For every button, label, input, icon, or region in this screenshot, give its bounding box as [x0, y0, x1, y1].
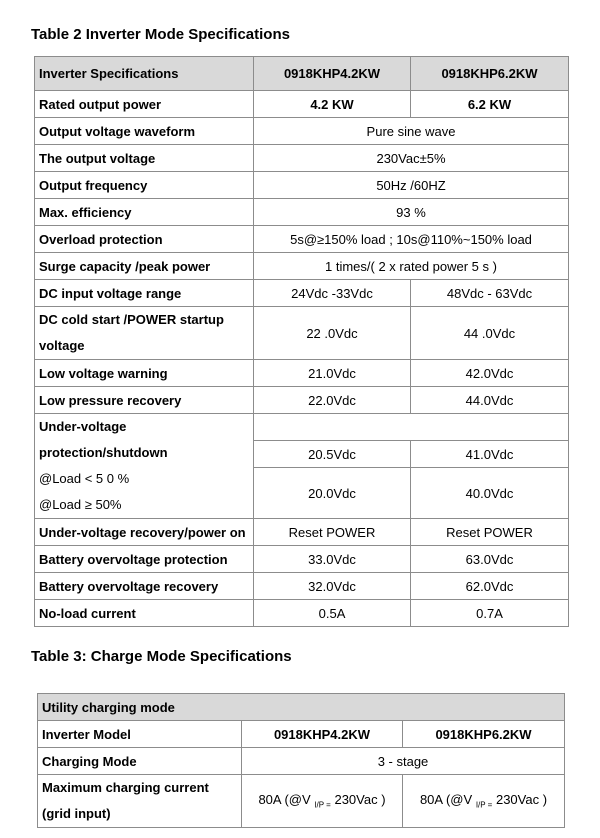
- row-label-line: @Load < 5 0 %: [39, 471, 130, 486]
- cell-value: 5s@≥150% load ; 10s@110%~150% load: [254, 226, 569, 253]
- table-header-row: [35, 57, 569, 91]
- table-row: [35, 414, 569, 441]
- table-row: [35, 253, 569, 280]
- table-row: [35, 145, 569, 172]
- table-row: [35, 91, 569, 118]
- row-label-line: (grid input): [42, 806, 111, 821]
- cell-value: Reset POWER: [411, 519, 569, 546]
- cell-value: 44.0Vdc: [411, 387, 569, 414]
- row-label: [35, 307, 254, 360]
- value-text: 80A (@V: [419, 792, 473, 808]
- value-text: 230Vac ): [334, 792, 386, 808]
- subscript-text: I/P =: [314, 800, 331, 810]
- row-label: Rated output power: [35, 91, 254, 118]
- cell-value: Reset POWER: [254, 519, 411, 546]
- row-label: Overload protection: [35, 226, 254, 253]
- row-label: [35, 414, 254, 519]
- cell-value: 63.0Vdc: [411, 546, 569, 573]
- cell-value: Pure sine wave: [254, 118, 569, 145]
- row-label: [38, 775, 242, 828]
- cell-value: 22 .0Vdc: [254, 307, 411, 360]
- row-label: No-load current: [35, 600, 254, 627]
- table-row: [35, 199, 569, 226]
- cell-value: 0.7A: [411, 600, 569, 627]
- cell-value: 93 %: [254, 199, 569, 226]
- header-model-6-2: 0918KHP6.2KW: [411, 57, 569, 91]
- table-row: [35, 573, 569, 600]
- cell-value: 44 .0Vdc: [411, 307, 569, 360]
- cell-value: 42.0Vdc: [411, 360, 569, 387]
- table-row: [38, 775, 565, 828]
- charge-mode-table: [37, 693, 565, 828]
- table-row: [35, 307, 569, 360]
- table-row: [35, 360, 569, 387]
- cell-value: 50Hz /60HZ: [254, 172, 569, 199]
- table-row: [35, 546, 569, 573]
- row-label: Max. efficiency: [35, 199, 254, 226]
- table-row: [35, 280, 569, 307]
- row-label-line: @Load ≥ 50%: [39, 497, 122, 512]
- row-label: Low pressure recovery: [35, 387, 254, 414]
- row-label: Battery overvoltage recovery: [35, 573, 254, 600]
- row-label-line: Under-voltage: [39, 419, 127, 434]
- row-label-line: Maximum charging current: [42, 780, 209, 795]
- row-label: Output frequency: [35, 172, 254, 199]
- cell-value: 24Vdc -33Vdc: [254, 280, 411, 307]
- cell-value: 1 times/( 2 x rated power 5 s ): [254, 253, 569, 280]
- row-label: Low voltage warning: [35, 360, 254, 387]
- row-label-line: protection/shutdown: [39, 445, 168, 460]
- cell-value: 0918KHP6.2KW: [403, 721, 565, 748]
- row-label-line: voltage: [39, 338, 85, 353]
- table-row: [35, 118, 569, 145]
- table-row: [35, 519, 569, 546]
- cell-value: 230Vac±5%: [254, 145, 569, 172]
- cell-value: 21.0Vdc: [254, 360, 411, 387]
- cell-value: 20.0Vdc: [254, 468, 411, 519]
- table-row: [35, 600, 569, 627]
- row-label-line: DC cold start /POWER startup: [39, 312, 224, 327]
- row-label: Output voltage waveform: [35, 118, 254, 145]
- row-label: Battery overvoltage protection: [35, 546, 254, 573]
- table-row: [35, 172, 569, 199]
- cell-value: 62.0Vdc: [411, 573, 569, 600]
- value-text: 80A (@V: [258, 792, 311, 808]
- value-text: 230Vac ): [495, 792, 548, 808]
- cell-value: 4.2 KW: [254, 91, 411, 118]
- cell-value: [242, 775, 403, 828]
- cell-value: 3 - stage: [242, 748, 565, 775]
- table3-title: Table 3: Charge Mode Specifications: [31, 648, 292, 665]
- subscript-text: I/P =: [475, 800, 493, 810]
- table-row: [35, 387, 569, 414]
- cell-value: 6.2 KW: [411, 91, 569, 118]
- cell-value: 32.0Vdc: [254, 573, 411, 600]
- cell-value: 40.0Vdc: [411, 468, 569, 519]
- table2-title: Table 2 Inverter Mode Specifications: [31, 26, 290, 43]
- empty-cell: [254, 414, 569, 441]
- cell-value: 20.5Vdc: [254, 441, 411, 468]
- row-label: DC input voltage range: [35, 280, 254, 307]
- inverter-mode-table: [34, 56, 569, 627]
- table-row: [38, 748, 565, 775]
- cell-value: 41.0Vdc: [411, 441, 569, 468]
- row-label: The output voltage: [35, 145, 254, 172]
- cell-value: 22.0Vdc: [254, 387, 411, 414]
- row-label: Under-voltage recovery/power on: [35, 519, 254, 546]
- table-header-row: [38, 694, 565, 721]
- row-label: Surge capacity /peak power: [35, 253, 254, 280]
- header-spec: Inverter Specifications: [35, 57, 254, 91]
- cell-value: 48Vdc - 63Vdc: [411, 280, 569, 307]
- cell-value: [403, 775, 565, 828]
- row-label: Inverter Model: [38, 721, 242, 748]
- row-label: Charging Mode: [38, 748, 242, 775]
- header-model-4-2: 0918KHP4.2KW: [254, 57, 411, 91]
- cell-value: 33.0Vdc: [254, 546, 411, 573]
- utility-charging-header: Utility charging mode: [38, 694, 565, 721]
- cell-value: 0.5A: [254, 600, 411, 627]
- table-row: [35, 226, 569, 253]
- table-row: [38, 721, 565, 748]
- cell-value: 0918KHP4.2KW: [242, 721, 403, 748]
